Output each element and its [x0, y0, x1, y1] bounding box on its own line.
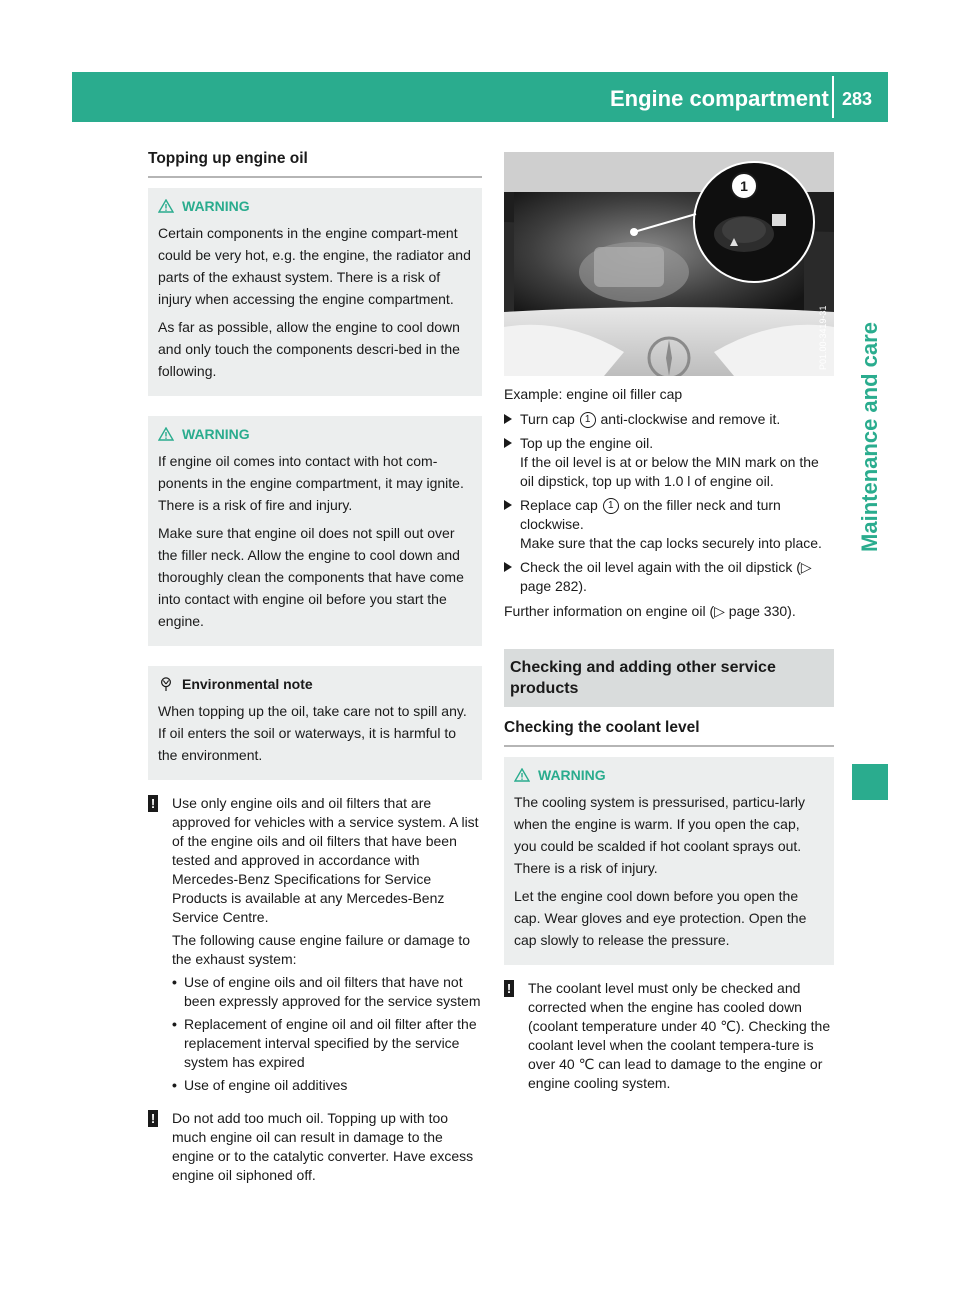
step-detail: If the oil level is at or below the MIN mark on the oil dipstick, top up with 1.0 l of engine oil. [520, 454, 819, 489]
step-item [504, 496, 834, 553]
environmental-note-label: Environmental note [182, 676, 313, 692]
warning-text: Certain components in the engine compart-ment could be very hot, e.g. the engine, the radiator and parts of the exhaust system. There is a risk of injury when accessing the engine compartment. [158, 225, 471, 307]
environmental-note-text: When topping up the oil, take care not to spill any. If oil enters the soil or waterways, it is harmful to the environment. [158, 703, 467, 763]
image-callout: 1 [740, 178, 748, 194]
engine-compartment-photo [504, 152, 834, 376]
list-item: • Use of engine oils and oil filters that have not been expressly approved for the service system [172, 973, 482, 1011]
caution-bullet-list [172, 973, 482, 1095]
page-number: 283 [842, 89, 873, 109]
caution-mark-icon: ! [504, 980, 514, 997]
caution-text: The coolant level must only be checked and corrected when the engine has cooled down (coolant temperature under 40 ℃). Checking the coolant level when the coolant tempera-ture is over 40 ℃ can lead to damage to the engine or engine cooling system. [528, 980, 831, 1091]
caution-text: The following cause engine failure or damage to the exhaust system: [172, 932, 471, 967]
callout-ref-icon: 1 [603, 498, 619, 514]
step-text: anti-clockwise and remove it. [596, 411, 781, 427]
side-tab-label: Maintenance and care [857, 322, 882, 552]
warning-label: WARNING [182, 198, 250, 214]
step-arrow-icon [504, 562, 512, 572]
header-title: Engine compartment [610, 86, 829, 111]
environmental-note-box [148, 666, 482, 780]
list-item: • Replacement of engine oil and oil filter after the replacement interval specified by the service system has expired [172, 1015, 482, 1072]
step-item [504, 434, 834, 491]
warning-triangle-icon [158, 427, 174, 441]
warning-triangle-icon [514, 768, 530, 782]
step-arrow-icon [504, 438, 512, 448]
step-text: on the filler neck and turn clockwise. [520, 497, 781, 532]
section-title: Topping up engine oil [148, 150, 482, 178]
warning-label: WARNING [538, 767, 606, 783]
warning-triangle-icon [158, 199, 174, 213]
warning-label: WARNING [182, 426, 250, 442]
caution-text: Do not add too much oil. Topping up with too much engine oil can result in damage to the engine or to the catalytic converter. Have excess engine oil siphoned off. [172, 1110, 474, 1183]
image-caption: Example: engine oil filler cap [504, 386, 683, 402]
further-info-text: Further information on engine oil (▷ page 330). [504, 603, 796, 619]
step-text: Turn cap [520, 411, 579, 427]
header-divider [832, 76, 834, 118]
image-code: P01.00-3419-31 [818, 305, 828, 370]
caution-note-2 [148, 1109, 482, 1185]
environment-bulb-icon [158, 677, 174, 691]
caution-note-1 [148, 794, 482, 1095]
warning-box-3 [504, 757, 834, 965]
step-text: Replace cap [520, 497, 602, 513]
step-list [504, 410, 834, 596]
step-text: Top up the engine oil. [520, 435, 654, 451]
warning-text: If engine oil comes into contact with hot com-ponents in the engine compartment, it may ignite. There is a risk of fire and injury. [158, 453, 464, 513]
subsection-title: Checking the coolant level [504, 719, 834, 747]
step-detail: Make sure that the cap locks securely into place. [520, 535, 822, 551]
warning-box-2 [148, 416, 482, 646]
caution-mark-icon: ! [148, 795, 158, 812]
step-item [504, 410, 834, 429]
warning-text: Make sure that engine oil does not spill out over the filler neck. Allow the engine to cool down and thoroughly clean the components that have come into contact with engine oil before you start the engine. [158, 525, 464, 629]
callout-ref-icon: 1 [580, 412, 596, 428]
side-tab [852, 122, 888, 752]
warning-text: Let the engine cool down before you open the cap. Wear gloves and eye protection. Open the cap slowly to release the pressure. [514, 888, 807, 948]
warning-box-1 [148, 188, 482, 396]
caution-mark-icon: ! [148, 1110, 158, 1127]
step-arrow-icon [504, 414, 512, 424]
section-heading: Checking and adding other service products [504, 649, 834, 707]
right-column [504, 152, 834, 1097]
caution-text: Use only engine oils and oil filters that are approved for vehicles with a service system. A list of the engine oils and oil filters that have been tested and approved in accordance with Mercedes-Benz Specifications for Service Products is available at any Mercedes-Benz Service Centre. [172, 795, 479, 925]
step-text: Check the oil level again with the oil dipstick (▷ page 282). [520, 559, 812, 594]
step-item [504, 558, 834, 596]
step-arrow-icon [504, 500, 512, 510]
warning-text: As far as possible, allow the engine to cool down and only touch the components descri-bed in the following. [158, 319, 460, 379]
list-item: • Use of engine oil additives [172, 1076, 482, 1095]
side-tab-marker [852, 764, 888, 800]
left-column [148, 150, 482, 1189]
warning-text: The cooling system is pressurised, particu-larly when the engine is warm. If you open the cap, you could be scalded if hot coolant sprays out. There is a risk of injury. [514, 794, 805, 876]
caution-note-3 [504, 979, 834, 1093]
